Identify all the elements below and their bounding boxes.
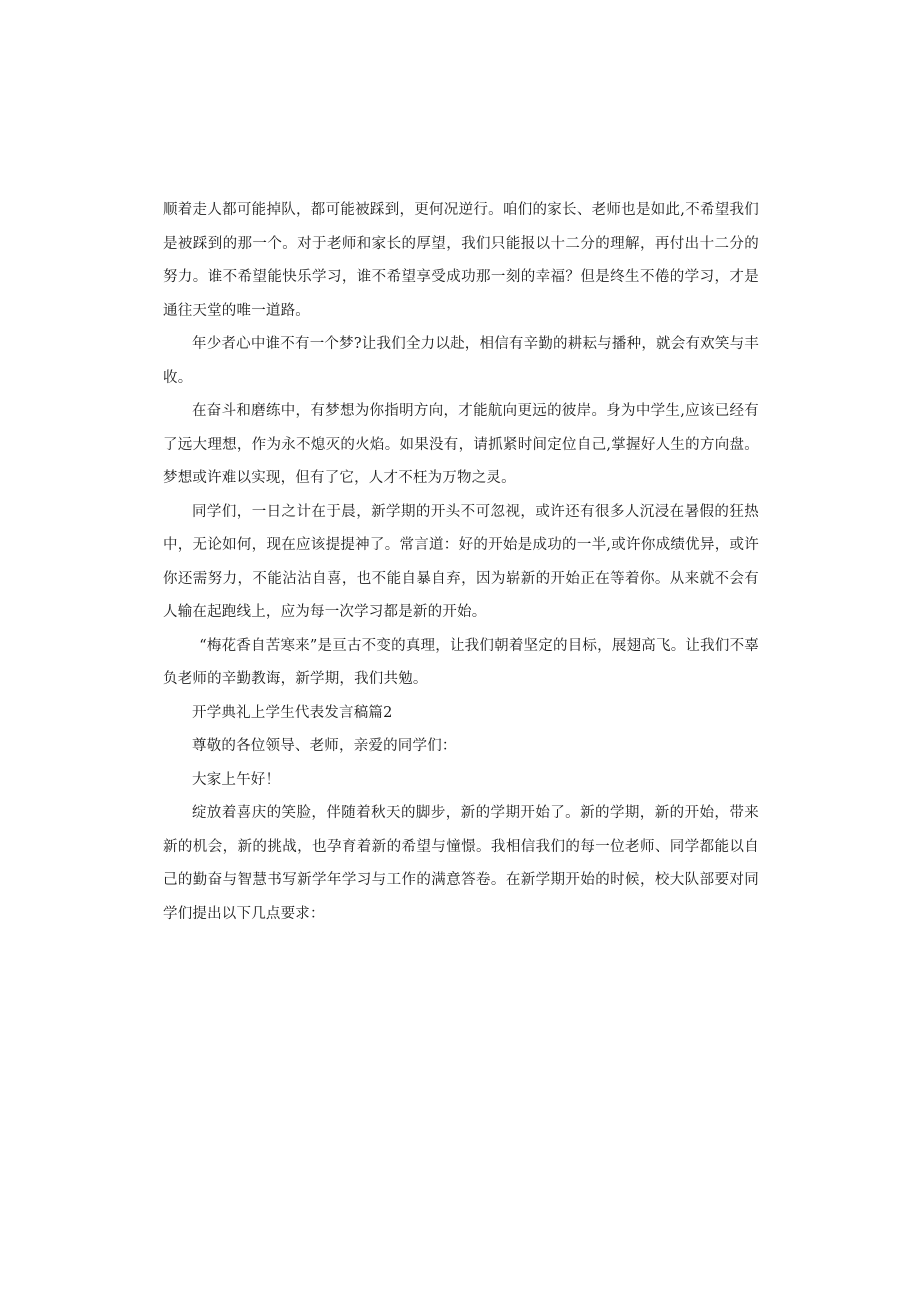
greeting: 大家上午好！ [192,771,281,788]
salutation: 尊敬的各位领导、老师，亲爱的同学们： [192,738,457,754]
section-heading: 开学典礼上学生代表发言稿篇2 [192,704,393,721]
paragraph-dream: 年少者心中谁不有一个梦?让我们全力以赴，相信有辛勤的耕耘与播种，就会有欢笑与丰收。 [163,336,759,386]
document-body [163,194,759,931]
paragraph-continuation: 顺着走人都可能掉队，都可能被踩到，更何况逆行。咱们的家长、老师也是如此,不希望我们是被踩到的那一个。对于老师和家长的厚望，我们只能报以十二分的理解，再付出十二分的努力。谁不希望能快乐学习，谁不希望享受成功那一刻的幸福？但是终生不倦的学习，才是通往天堂的唯一道路。 [163,202,759,319]
paragraph-plum-blossom: “梅花香自苦寒来”是亘古不变的真理，让我们朝着坚定的目标，展翅高飞。让我们不辜负老师的辛勤教诲，新学期，我们共勉。 [163,637,759,687]
paragraph-new-semester: 同学们，一日之计在于晨，新学期的开头不可忽视，或许还有很多人沉浸在暑假的狂热中，无论如何，现在应该提提神了。常言道：好的开始是成功的一半,或许你成绩优异，或许你还需努力，不能沾沾自喜，也不能自暴自弃，因为崭新的开始正在等着你。从来就不会有人输在起跑线上，应为每一次学习都是新的开始。 [163,503,759,620]
paragraph-opening: 绽放着喜庆的笑脸，伴随着秋天的脚步，新的学期开始了。新的学期，新的开始，带来新的机会，新的挑战，也孕育着新的希望与憧憬。我相信我们的每一位老师、同学都能以自己的勤奋与智慧书写新学年学习与工作的满意答卷。在新学期开始的时候，校大队部要对同学们提出以下几点要求： [163,805,759,922]
paragraph-struggle: 在奋斗和磨练中，有梦想为你指明方向，才能航向更远的彼岸。身为中学生,应该已经有了远大理想，作为永不熄灭的火焰。如果没有，请抓紧时间定位自己,掌握好人生的方向盘。梦想或许难以实现，但有了它，人才不枉为万物之灵。 [163,403,759,486]
